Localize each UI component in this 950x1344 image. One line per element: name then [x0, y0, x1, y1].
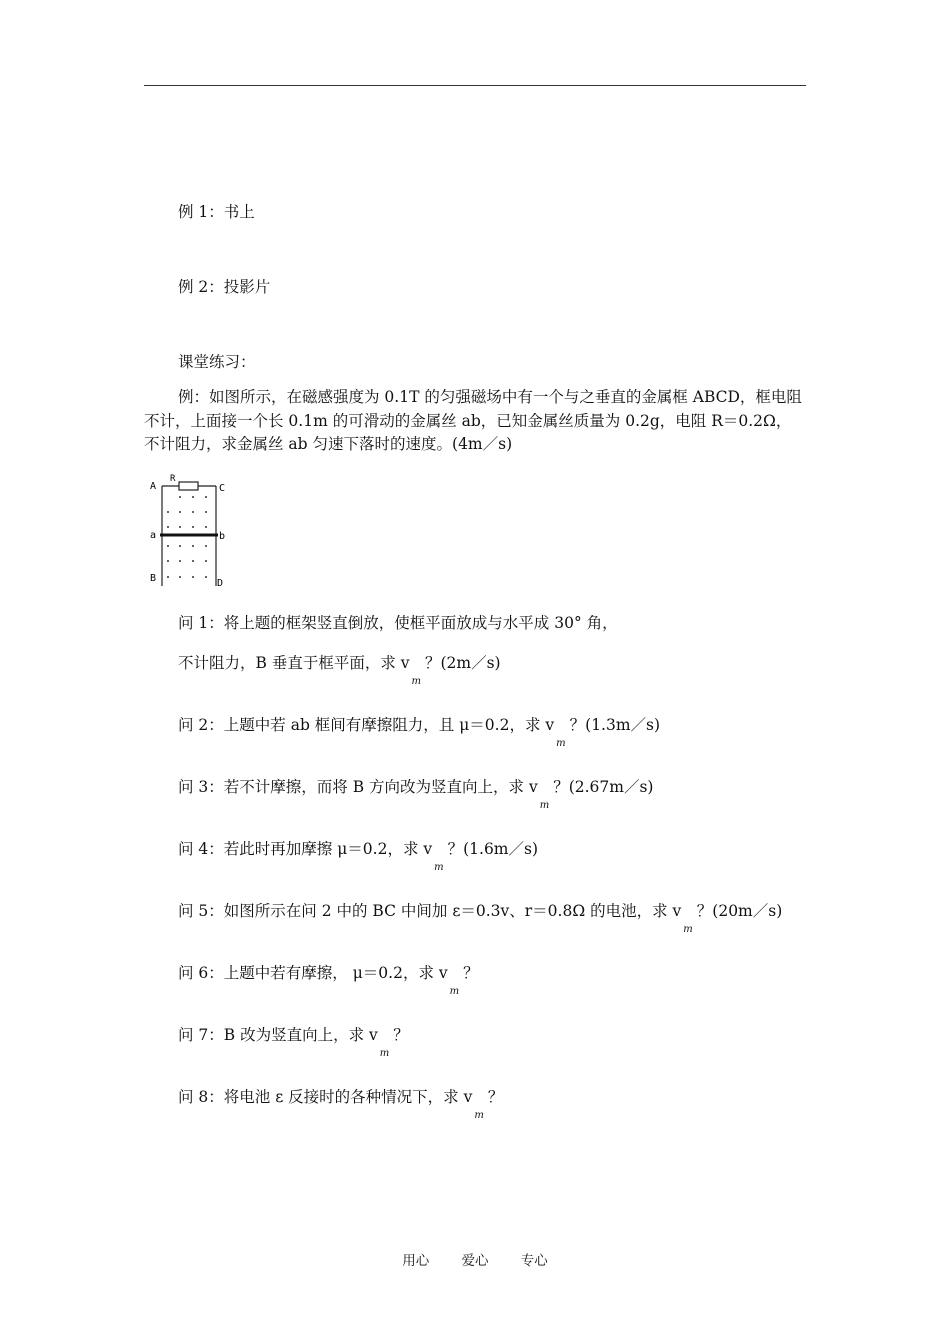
question-6: 问 6：上题中若有摩擦， μ＝0.2，求 $v_m$？: [178, 964, 479, 997]
label-A: A: [150, 481, 157, 492]
example-1: 例 1：书上: [178, 203, 255, 221]
label-b: b: [219, 531, 226, 542]
label-C: C: [219, 483, 226, 494]
resistor-r: [179, 482, 198, 490]
question-7: 问 7：B 改为竖直向上，求 $v_m$？: [178, 1026, 409, 1059]
footer-text-3: 专心: [520, 1253, 548, 1269]
circuit-figure: [146, 470, 236, 590]
question-8: 问 8：将电池 ε 反接时的各种情况下，求 $v_m$？: [178, 1088, 504, 1121]
label-a: a: [150, 530, 157, 541]
problem-text: 例：如图所示，在磁感强度为 0.1T 的匀强磁场中有一个与之垂直的金属框 ABCD，框电阻不计，上面接一个长 0.1m 的可滑动的金属丝 ab，已知金属丝质量为 0.2g，电阻 R＝0.2Ω，不计阻力，求金属丝 ab 匀速下落时的速度。(4m／s): [144, 388, 802, 453]
label-D: D: [217, 578, 224, 589]
label-B: B: [150, 573, 157, 584]
question-4: 问 4：若此时再加摩擦 μ＝0.2，求 $v_m$？(1.6m／s): [178, 840, 539, 873]
header-rule: [144, 85, 806, 86]
practice-heading: 课堂练习：: [178, 353, 256, 371]
label-R: R: [170, 474, 176, 484]
question-1-line-1: 问 1：将上题的框架竖直倒放，使框平面放成与水平成 30° 角，: [178, 614, 618, 632]
question-1-line-2: 不计阻力，B 垂直于框平面，求 $v_m$？(2m／s): [178, 654, 501, 687]
question-2: 问 2：上题中若 ab 框间有摩擦阻力，且 μ＝0.2，求 $v_m$？(1.3m／s): [178, 716, 661, 749]
question-3: 问 3：若不计摩擦，而将 B 方向改为竖直向上，求 $v_m$？(2.67m／s): [178, 778, 654, 811]
footer-text-2: 爱心: [461, 1253, 489, 1269]
footer-text-1: 用心: [402, 1253, 430, 1269]
page-footer: [0, 1249, 950, 1269]
example-2: 例 2：投影片: [178, 278, 271, 296]
question-5: 问 5：如图所示在问 2 中的 BC 中间加 ε＝0.3v、r＝0.8Ω 的电池，求 $v_m$？(20m／s): [178, 902, 783, 935]
